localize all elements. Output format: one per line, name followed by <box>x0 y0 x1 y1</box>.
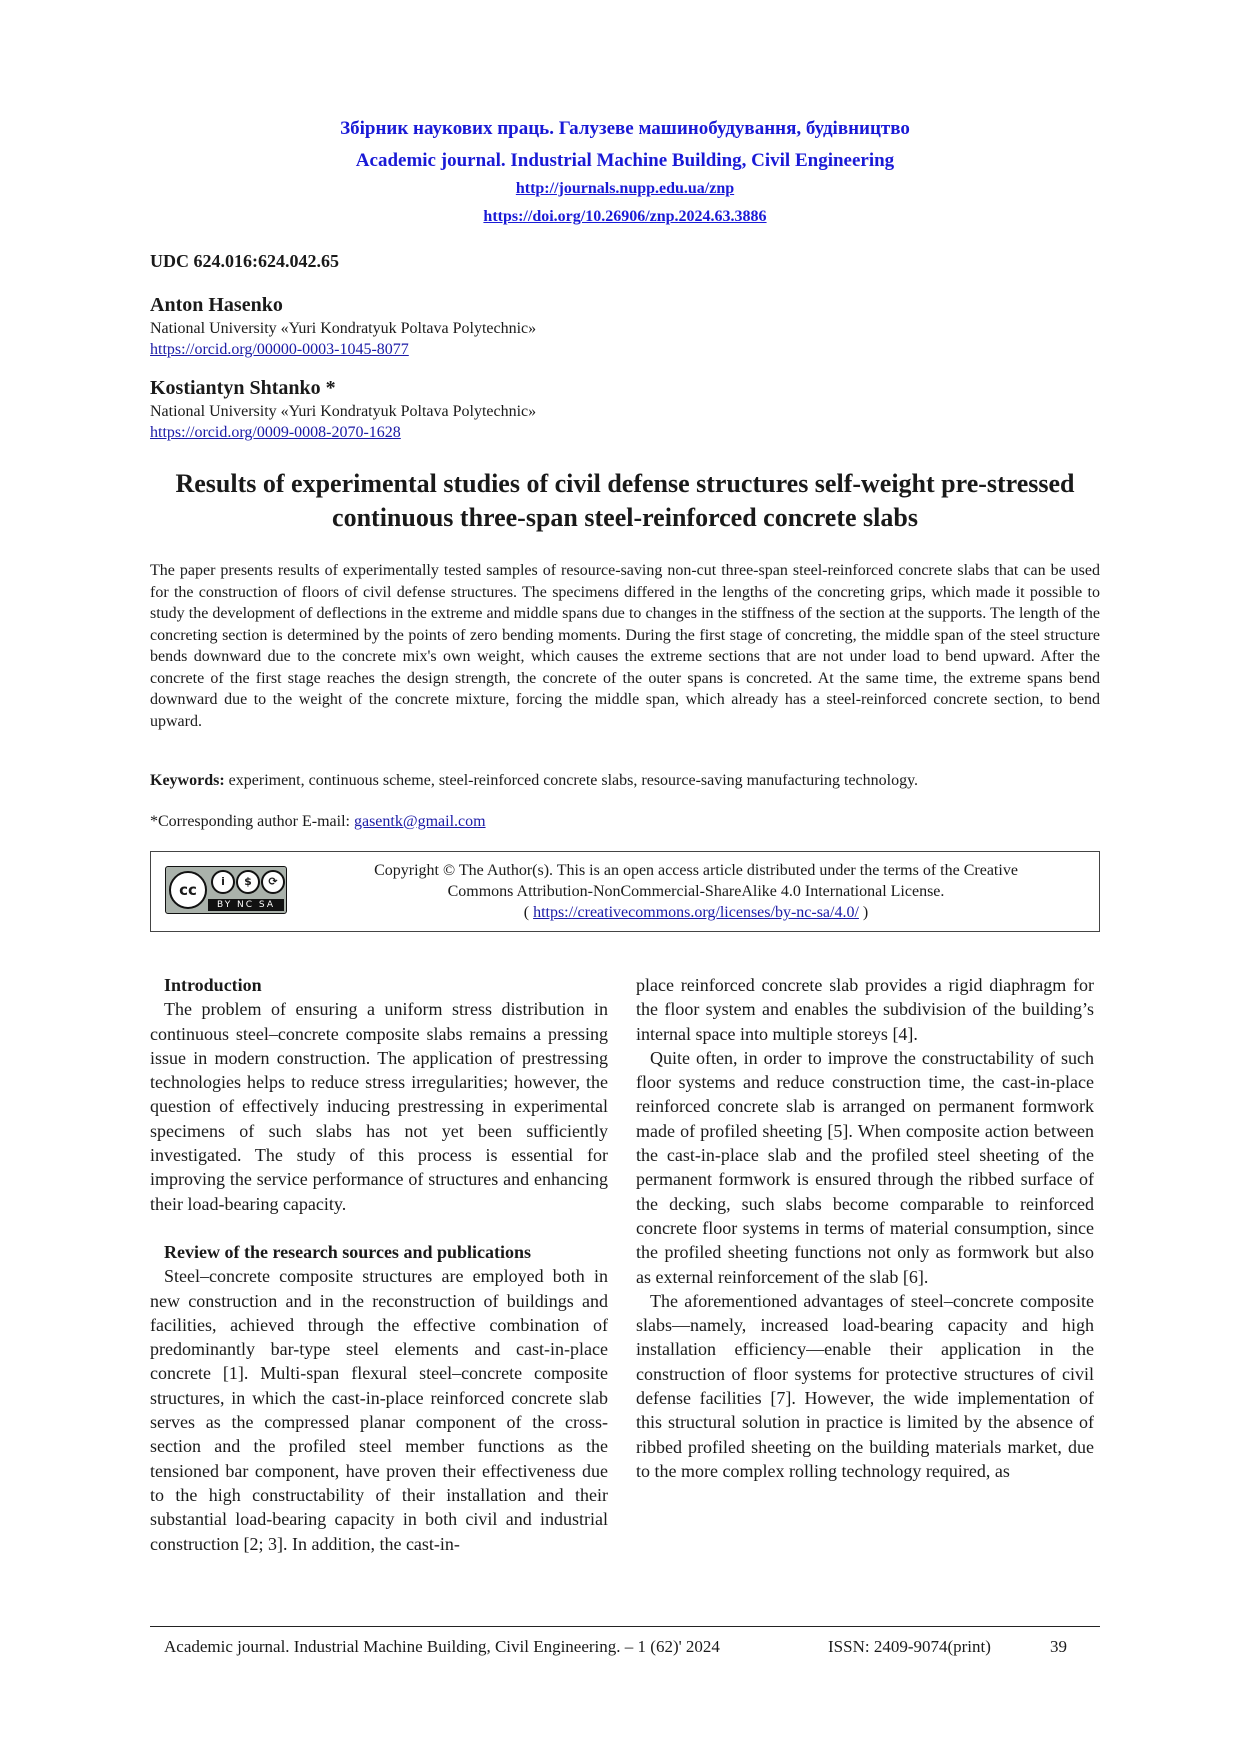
corresponding-email-link[interactable]: gasentk@gmail.com <box>353 813 486 830</box>
footer-divider <box>150 1626 1100 1627</box>
by-icon: i <box>211 870 235 894</box>
license-line-2: Commons Attribution-NonCommercial-ShareAlike 4.0 International License. <box>447 883 945 900</box>
license-line-1: Copyright © The Author(s). This is an open access article distributed under the terms of the Creative <box>374 862 1018 879</box>
author-block <box>150 375 536 443</box>
author-affiliation: National University «Yuri Kondratyuk Poltava Polytechnic» <box>150 320 537 337</box>
author-orcid-link[interactable]: https://orcid.org/0009-0008-2070-1628 <box>150 424 401 441</box>
license-box <box>150 851 1100 932</box>
review-paragraph-continued: place reinforced concrete slab provides a rigid diaphragm for the floor system and enables the subdivision of the building’s internal space into multiple storeys [4]. <box>636 975 1094 1044</box>
license-text <box>301 860 1091 923</box>
page-number: 39 <box>1050 1637 1067 1656</box>
author-orcid-link[interactable]: https://orcid.org/00000-0003-1045-8077 <box>150 341 409 358</box>
author-name: Anton Hasenko <box>150 294 283 316</box>
doi-link[interactable]: https://doi.org/10.26906/znp.2024.63.3886 <box>483 208 767 225</box>
paper-title: Results of experimental studies of civil defense structures self-weight pre-stressed continuous three-span steel-reinforced concrete slabs <box>175 469 1075 532</box>
footer-issn: ISSN: 2409-9074(print) <box>828 1637 991 1656</box>
author-block <box>150 292 536 360</box>
corresponding-label: *Corresponding author E-mail: <box>150 813 354 830</box>
udc-code: UDC 624.016:624.042.65 <box>150 251 339 271</box>
license-line-3 <box>301 902 1091 923</box>
keywords-text: experiment, continuous scheme, steel-reinforced concrete slabs, resource-saving manufacturing technology. <box>224 772 919 789</box>
cc-by-nc-sa-logo-icon[interactable] <box>165 866 287 914</box>
author-affiliation: National University «Yuri Kondratyuk Poltava Polytechnic» <box>150 403 537 420</box>
journal-doi-line <box>150 208 1100 226</box>
license-paren-open: ( <box>523 904 534 921</box>
journal-title-ua: Збірник наукових праць. Галузеве машинобудування, будівництво <box>340 118 910 139</box>
license-url-link[interactable]: https://creativecommons.org/licenses/by-nc-sa/4.0/ <box>533 904 859 921</box>
review-paragraph: Quite often, in order to improve the constructability of such floor systems and reduce construction time, the cast-in-place reinforced concrete slab is arranged on permanent formwork made of profiled sheeting [5]. When composite action between the cast-in-place slab and the profiled steel sheeting of the permanent formwork is ensured through the ribbed surface of the decking, such slabs become comparable to reinforced concrete floor systems in terms of material consumption, since the profiled sheeting functions not only as formwork but also as external reinforcement of the slab [6]. <box>636 1047 1094 1287</box>
cc-icon: cc <box>169 871 207 909</box>
nc-icon: $ <box>236 870 260 894</box>
footer-journal: Academic journal. Industrial Machine Building, Civil Engineering. – 1 (62)' 2024 <box>164 1637 720 1656</box>
author-name: Kostiantyn Shtanko * <box>150 377 336 399</box>
review-heading: Review of the research sources and publications <box>164 1241 531 1262</box>
journal-title-en: Academic journal. Industrial Machine Building, Civil Engineering <box>355 150 895 171</box>
license-paren-close: ) <box>858 904 869 921</box>
keywords <box>150 772 1100 790</box>
keywords-label: Keywords: <box>150 772 225 789</box>
left-column <box>150 973 608 1556</box>
abstract: The paper presents results of experimentally tested samples of resource-saving non-cut three-span steel-reinforced concrete slabs that can be used for the construction of floors of civil defense structures. The specimens differed in the lengths of the concreting grips, which made it possible to study the development of deflections in the extreme and middle spans due to changes in the stiffness of the section at the supports. The length of the concreting section is determined by the points of zero bending moments. During the first stage of concreting, the middle span of the steel structure bends downward due to the concrete mix's own weight, which causes the extreme sections that are not under load to bend upward. After the concrete of the first stage reaches the design strength, the concrete of the outer spans is concreted. At the same time, the extreme spans bend downward due to the weight of the concrete mixture, forcing the middle span, which already has a steel-reinforced concrete section, to bend upward. <box>150 562 1100 730</box>
review-paragraph: The aforementioned advantages of steel–concrete composite slabs—namely, increased load-bearing capacity and high installation efficiency—enable their application in the construction of floor systems for protective structures of civil defense facilities [7]. However, the wide implementation of this structural solution in practice is limited by the absence of ribbed profiled sheeting on the building materials market, due to the more complex rolling technology required, as <box>636 1290 1094 1481</box>
right-column <box>636 973 1094 1483</box>
review-paragraph: Steel–concrete composite structures are employed both in new construction and in the reconstruction of buildings and facilities, achieved through the effective combination of predominantly bar-type steel elements and cast-in-place concrete [1]. Multi-span flexural steel–concrete composite structures, in which the cast-in-place reinforced concrete slab serves as the compressed planar component of the cross-section and the profiled steel member functions as the tensioned bar component, have proven their effectiveness due to the high constructability of their installation and their substantial load-bearing capacity in both civil and industrial construction [2; 3]. In addition, the cast-in- <box>150 1266 608 1554</box>
sa-icon: ⟳ <box>261 870 285 894</box>
intro-heading: Introduction <box>164 975 262 995</box>
journal-url-line <box>150 180 1100 198</box>
intro-paragraph: The problem of ensuring a uniform stress distribution in continuous steel–concrete composite slabs remains a pressing issue in modern construction. The application of prestressing technologies helps to reduce stress irregularities; however, the question of effectively inducing prestressing in experimental specimens of such slabs has not yet been sufficiently investigated. The study of this process is essential for improving the service performance of structures and enhancing their load-bearing capacity. <box>150 999 608 1214</box>
corresponding-author <box>150 813 486 831</box>
cc-badge-label: BY NC SA <box>208 899 284 911</box>
journal-url-link[interactable]: http://journals.nupp.edu.ua/znp <box>515 180 735 197</box>
